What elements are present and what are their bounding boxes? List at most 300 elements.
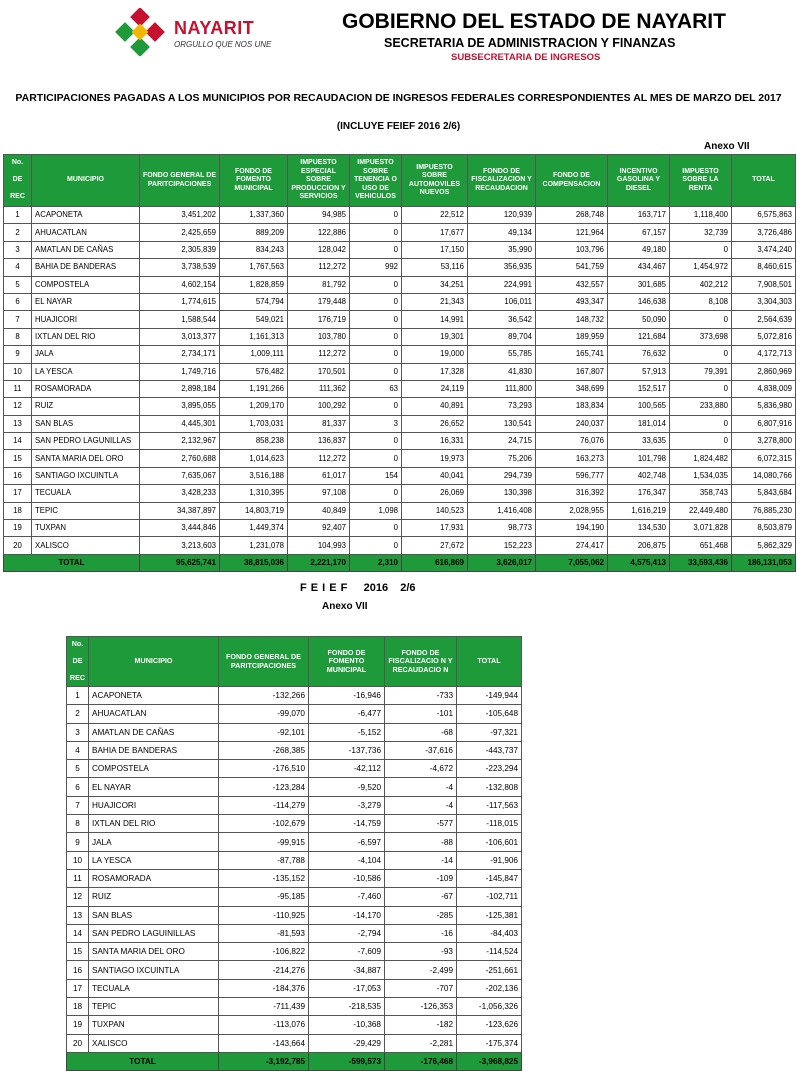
header-fiscalizacion: FONDO DE FISCALIZACION Y RECAUDACION <box>468 155 536 207</box>
amount-cell: 50,090 <box>608 311 670 328</box>
amount-cell: 22,512 <box>402 207 468 224</box>
total-amount-cell: 7,055,062 <box>536 554 608 571</box>
document-subtitle: (INCLUYE FEIEF 2016 2/6) <box>336 121 461 132</box>
amount-cell: 194,190 <box>536 520 608 537</box>
amount-cell: 0 <box>350 433 402 450</box>
amount-cell: 165,741 <box>536 346 608 363</box>
row-number: 4 <box>4 259 32 276</box>
total-amount-cell: -599,573 <box>309 1052 385 1070</box>
amount-cell: 21,343 <box>402 293 468 310</box>
municipio-cell: AMATLAN DE CAÑAS <box>32 241 140 258</box>
amount-cell: 2,425,659 <box>140 224 220 241</box>
amount-cell: 24,119 <box>402 380 468 397</box>
amount-cell: 5,072,816 <box>732 328 796 345</box>
amount-cell: -577 <box>385 815 457 833</box>
amount-cell: 0 <box>350 293 402 310</box>
amount-cell: -6,597 <box>309 833 385 851</box>
amount-cell: 19,301 <box>402 328 468 345</box>
amount-cell: 206,875 <box>608 537 670 554</box>
header-no: No. DE REC <box>4 155 32 207</box>
amount-cell: 19,973 <box>402 450 468 467</box>
amount-cell: -101 <box>385 705 457 723</box>
amount-cell: 128,042 <box>288 241 350 258</box>
municipio-cell: HUAJICORI <box>89 796 219 814</box>
total-row <box>4 554 796 571</box>
feief-header-fondo-general: FONDO GENERAL DE PARITCIPACIONES <box>219 637 309 687</box>
amount-cell: 32,739 <box>670 224 732 241</box>
amount-cell: -110,925 <box>219 906 309 924</box>
row-number: 15 <box>67 943 89 961</box>
amount-cell: 0 <box>350 207 402 224</box>
amount-cell: -95,185 <box>219 888 309 906</box>
amount-cell: 63 <box>350 380 402 397</box>
amount-cell: 104,993 <box>288 537 350 554</box>
amount-cell: 146,638 <box>608 293 670 310</box>
amount-cell: 134,530 <box>608 520 670 537</box>
amount-cell: -113,076 <box>219 1016 309 1034</box>
amount-cell: 41,830 <box>468 363 536 380</box>
total-amount-cell: 95,625,741 <box>140 554 220 571</box>
amount-cell: 17,677 <box>402 224 468 241</box>
amount-cell: -1,056,326 <box>457 998 522 1016</box>
amount-cell: 24,715 <box>468 433 536 450</box>
amount-cell: -143,664 <box>219 1034 309 1052</box>
amount-cell: 651,468 <box>670 537 732 554</box>
amount-cell: -14,759 <box>309 815 385 833</box>
table-row <box>67 924 522 942</box>
total-amount-cell: 4,575,413 <box>608 554 670 571</box>
table-row <box>4 293 796 310</box>
amount-cell: 1,416,408 <box>468 502 536 519</box>
government-title: GOBIERNO DEL ESTADO DE NAYARIT <box>342 10 726 33</box>
row-number: 11 <box>4 380 32 397</box>
subsecretariat-title: SUBSECRETARIA DE INGRESOS <box>451 52 601 63</box>
amount-cell: 14,080,766 <box>732 467 796 484</box>
municipio-cell: COMPOSTELA <box>32 276 140 293</box>
amount-cell: 154 <box>350 467 402 484</box>
amount-cell: 1,534,035 <box>670 467 732 484</box>
amount-cell: 4,172,713 <box>732 346 796 363</box>
table-row <box>4 415 796 432</box>
amount-cell: 94,985 <box>288 207 350 224</box>
amount-cell: -6,477 <box>309 705 385 723</box>
amount-cell: -4 <box>385 778 457 796</box>
municipio-cell: RUIZ <box>32 398 140 415</box>
header-municipio: MUNICIPIO <box>32 155 140 207</box>
amount-cell: -132,266 <box>219 687 309 705</box>
amount-cell: -707 <box>385 979 457 997</box>
header-gasolina: INCENTIVO GASOLINA Y DIESEL <box>608 155 670 207</box>
row-number: 10 <box>67 851 89 869</box>
amount-cell: -125,381 <box>457 906 522 924</box>
amount-cell: 0 <box>350 311 402 328</box>
row-number: 9 <box>4 346 32 363</box>
amount-cell: 3,278,800 <box>732 433 796 450</box>
amount-cell: 122,886 <box>288 224 350 241</box>
amount-cell: -97,321 <box>457 723 522 741</box>
amount-cell: 3,451,202 <box>140 207 220 224</box>
municipio-cell: IXTLAN DEL RIO <box>89 815 219 833</box>
amount-cell: -34,887 <box>309 961 385 979</box>
table-row <box>67 869 522 887</box>
amount-cell: 2,860,969 <box>732 363 796 380</box>
amount-cell: 76,632 <box>608 346 670 363</box>
amount-cell: 1,824,482 <box>670 450 732 467</box>
amount-cell: 3,013,377 <box>140 328 220 345</box>
amount-cell: 889,209 <box>220 224 288 241</box>
table-row <box>67 851 522 869</box>
row-number: 1 <box>67 687 89 705</box>
header-tenencia: IMPUESTO SOBRE TENENCIA O USO DE VEHICULOS <box>350 155 402 207</box>
amount-cell: -14 <box>385 851 457 869</box>
table-row <box>4 241 796 258</box>
amount-cell: 17,931 <box>402 520 468 537</box>
amount-cell: 1,191,266 <box>220 380 288 397</box>
amount-cell: 130,398 <box>468 485 536 502</box>
table-row <box>67 723 522 741</box>
table-row <box>4 520 796 537</box>
amount-cell: 576,482 <box>220 363 288 380</box>
logo-name: NAYARIT <box>174 18 255 38</box>
feief-header-fiscalizacion: FONDO DE FISCALIZACIO N Y RECAUDACIO N <box>385 637 457 687</box>
amount-cell: 3,304,303 <box>732 293 796 310</box>
amount-cell: 167,807 <box>536 363 608 380</box>
table-row <box>4 276 796 293</box>
amount-cell: 549,021 <box>220 311 288 328</box>
table-row <box>67 1034 522 1052</box>
row-number: 4 <box>67 741 89 759</box>
amount-cell: 574,794 <box>220 293 288 310</box>
header-isan: IMPUESTO SOBRE AUTOMOVILES NUEVOS <box>402 155 468 207</box>
amount-cell: -7,460 <box>309 888 385 906</box>
amount-cell: 89,704 <box>468 328 536 345</box>
municipio-cell: ACAPONETA <box>89 687 219 705</box>
total-amount-cell: 33,593,436 <box>670 554 732 571</box>
amount-cell: 140,523 <box>402 502 468 519</box>
amount-cell: 6,072,315 <box>732 450 796 467</box>
row-number: 3 <box>67 723 89 741</box>
table-row <box>4 363 796 380</box>
total-label: TOTAL <box>67 1052 219 1070</box>
table-row <box>67 943 522 961</box>
row-number: 14 <box>67 924 89 942</box>
amount-cell: 152,517 <box>608 380 670 397</box>
amount-cell: 97,108 <box>288 485 350 502</box>
amount-cell: 79,391 <box>670 363 732 380</box>
feief-title: F E I E F 2016 2/6 <box>300 582 416 594</box>
amount-cell: 4,445,301 <box>140 415 220 432</box>
amount-cell: 67,157 <box>608 224 670 241</box>
municipio-cell: RUIZ <box>89 888 219 906</box>
amount-cell: -16 <box>385 924 457 942</box>
amount-cell: 3,516,188 <box>220 467 288 484</box>
amount-cell: -9,520 <box>309 778 385 796</box>
amount-cell: 33,635 <box>608 433 670 450</box>
amount-cell: -91,906 <box>457 851 522 869</box>
amount-cell: 76,885,230 <box>732 502 796 519</box>
row-number: 6 <box>67 778 89 796</box>
table-row <box>67 1016 522 1034</box>
amount-cell: 183,834 <box>536 398 608 415</box>
municipio-cell: TEPIC <box>32 502 140 519</box>
amount-cell: 17,150 <box>402 241 468 258</box>
header-ieps: IMPUESTO ESPECIAL SOBRE PRODUCCION Y SERVICIOS <box>288 155 350 207</box>
amount-cell: 26,652 <box>402 415 468 432</box>
row-number: 12 <box>4 398 32 415</box>
amount-cell: 3,895,055 <box>140 398 220 415</box>
amount-cell: 17,328 <box>402 363 468 380</box>
amount-cell: 316,392 <box>536 485 608 502</box>
amount-cell: 1,616,219 <box>608 502 670 519</box>
amount-cell: 1,449,374 <box>220 520 288 537</box>
amount-cell: 120,939 <box>468 207 536 224</box>
amount-cell: 5,836,980 <box>732 398 796 415</box>
amount-cell: 1,118,400 <box>670 207 732 224</box>
table-row <box>67 833 522 851</box>
total-amount-cell: 616,869 <box>402 554 468 571</box>
municipio-cell: JALA <box>32 346 140 363</box>
row-number: 20 <box>67 1034 89 1052</box>
amount-cell: -4,672 <box>385 760 457 778</box>
amount-cell: 181,014 <box>608 415 670 432</box>
amount-cell: 121,684 <box>608 328 670 345</box>
municipio-cell: TUXPAN <box>89 1016 219 1034</box>
amount-cell: 101,798 <box>608 450 670 467</box>
amount-cell: 1,828,859 <box>220 276 288 293</box>
amount-cell: 34,387,897 <box>140 502 220 519</box>
amount-cell: 1,209,170 <box>220 398 288 415</box>
table-row <box>4 224 796 241</box>
amount-cell: -184,376 <box>219 979 309 997</box>
amount-cell: 432,557 <box>536 276 608 293</box>
amount-cell: -175,374 <box>457 1034 522 1052</box>
amount-cell: 434,467 <box>608 259 670 276</box>
amount-cell: -733 <box>385 687 457 705</box>
amount-cell: 0 <box>670 415 732 432</box>
table-row <box>67 906 522 924</box>
row-number: 18 <box>67 998 89 1016</box>
amount-cell: 7,908,501 <box>732 276 796 293</box>
table-row <box>4 537 796 554</box>
amount-cell: 0 <box>350 485 402 502</box>
amount-cell: 0 <box>670 380 732 397</box>
total-label: TOTAL <box>4 554 140 571</box>
amount-cell: 1,337,360 <box>220 207 288 224</box>
amount-cell: 100,565 <box>608 398 670 415</box>
amount-cell: 4,838,009 <box>732 380 796 397</box>
amount-cell: 2,760,688 <box>140 450 220 467</box>
table-row <box>4 259 796 276</box>
municipio-cell: SANTA MARIA DEL ORO <box>32 450 140 467</box>
header-compensacion: FONDO DE COMPENSACION <box>536 155 608 207</box>
amount-cell: -106,601 <box>457 833 522 851</box>
amount-cell: 121,964 <box>536 224 608 241</box>
amount-cell: -268,385 <box>219 741 309 759</box>
table-row <box>4 346 796 363</box>
header-fondo-general: FONDO GENERAL DE PARITCIPACIONES <box>140 155 220 207</box>
amount-cell: -117,563 <box>457 796 522 814</box>
amount-cell: 7,635,067 <box>140 467 220 484</box>
table-row <box>4 502 796 519</box>
nayarit-logo <box>112 8 272 56</box>
row-number: 17 <box>67 979 89 997</box>
row-number: 19 <box>67 1016 89 1034</box>
total-amount-cell: -176,468 <box>385 1052 457 1070</box>
table-row <box>4 467 796 484</box>
amount-cell: -2,281 <box>385 1034 457 1052</box>
amount-cell: -93 <box>385 943 457 961</box>
amount-cell: 268,748 <box>536 207 608 224</box>
row-number: 18 <box>4 502 32 519</box>
amount-cell: 148,732 <box>536 311 608 328</box>
amount-cell: 493,347 <box>536 293 608 310</box>
municipio-cell: SAN BLAS <box>89 906 219 924</box>
amount-cell: 40,849 <box>288 502 350 519</box>
amount-cell: 2,564,639 <box>732 311 796 328</box>
amount-cell: 179,448 <box>288 293 350 310</box>
amount-cell: 16,331 <box>402 433 468 450</box>
amount-cell: 35,990 <box>468 241 536 258</box>
amount-cell: 1,231,078 <box>220 537 288 554</box>
amount-cell: 111,800 <box>468 380 536 397</box>
municipio-cell: SAN BLAS <box>32 415 140 432</box>
amount-cell: 0 <box>350 450 402 467</box>
amount-cell: -202,136 <box>457 979 522 997</box>
table-row <box>67 796 522 814</box>
amount-cell: 0 <box>350 363 402 380</box>
municipio-cell: SANTA MARIA DEL ORO <box>89 943 219 961</box>
amount-cell: 0 <box>670 346 732 363</box>
row-number: 20 <box>4 537 32 554</box>
participaciones-table <box>3 154 796 572</box>
logo-tagline: ORGULLO QUE NOS UNE <box>174 40 272 49</box>
municipio-cell: JALA <box>89 833 219 851</box>
amount-cell: 8,460,615 <box>732 259 796 276</box>
amount-cell: 40,041 <box>402 467 468 484</box>
table-row <box>67 760 522 778</box>
amount-cell: 98,773 <box>468 520 536 537</box>
amount-cell: 301,685 <box>608 276 670 293</box>
municipio-cell: SANTIAGO IXCUINTLA <box>32 467 140 484</box>
amount-cell: 294,739 <box>468 467 536 484</box>
amount-cell: 189,959 <box>536 328 608 345</box>
municipio-cell: LA YESCA <box>32 363 140 380</box>
amount-cell: 53,116 <box>402 259 468 276</box>
municipio-cell: BAHIA DE BANDERAS <box>89 741 219 759</box>
row-number: 1 <box>4 207 32 224</box>
amount-cell: -5,152 <box>309 723 385 741</box>
amount-cell: 3,213,603 <box>140 537 220 554</box>
amount-cell: 73,293 <box>468 398 536 415</box>
amount-cell: -126,353 <box>385 998 457 1016</box>
amount-cell: -182 <box>385 1016 457 1034</box>
document-title: PARTICIPACIONES PAGADAS A LOS MUNICIPIOS POR RECAUDACION DE INGRESOS FEDERALES CORRESPONDIENTES AL MES DE MARZO DEL 2017 <box>15 92 782 104</box>
amount-cell: 76,076 <box>536 433 608 450</box>
feief-table <box>66 636 522 1071</box>
amount-cell: 0 <box>350 328 402 345</box>
annex-label: Anexo VII <box>704 141 750 152</box>
amount-cell: 92,407 <box>288 520 350 537</box>
amount-cell: 14,803,719 <box>220 502 288 519</box>
nayarit-emblem-icon <box>112 8 168 56</box>
amount-cell: 112,272 <box>288 259 350 276</box>
amount-cell: 81,337 <box>288 415 350 432</box>
amount-cell: 2,305,839 <box>140 241 220 258</box>
amount-cell: 1,454,972 <box>670 259 732 276</box>
row-number: 8 <box>4 328 32 345</box>
amount-cell: 36,542 <box>468 311 536 328</box>
amount-cell: 596,777 <box>536 467 608 484</box>
feief-header-total: TOTAL <box>457 637 522 687</box>
amount-cell: -87,788 <box>219 851 309 869</box>
amount-cell: 373,698 <box>670 328 732 345</box>
municipio-cell: LA YESCA <box>89 851 219 869</box>
amount-cell: -92,101 <box>219 723 309 741</box>
municipio-cell: ROSAMORADA <box>89 869 219 887</box>
amount-cell: -42,112 <box>309 760 385 778</box>
amount-cell: -114,524 <box>457 943 522 961</box>
amount-cell: -67 <box>385 888 457 906</box>
municipio-cell: TECUALA <box>89 979 219 997</box>
row-number: 11 <box>67 869 89 887</box>
municipio-cell: TUXPAN <box>32 520 140 537</box>
amount-cell: 34,251 <box>402 276 468 293</box>
amount-cell: -149,944 <box>457 687 522 705</box>
amount-cell: 26,069 <box>402 485 468 502</box>
feief-header-fondo-fomento: FONDO DE FOMENTO MUNICIPAL <box>309 637 385 687</box>
row-number: 5 <box>4 276 32 293</box>
row-number: 6 <box>4 293 32 310</box>
row-number: 17 <box>4 485 32 502</box>
municipio-cell: COMPOSTELA <box>89 760 219 778</box>
amount-cell: -132,808 <box>457 778 522 796</box>
row-number: 8 <box>67 815 89 833</box>
municipio-cell: SANTIAGO IXCUINTLA <box>89 961 219 979</box>
amount-cell: 5,843,684 <box>732 485 796 502</box>
row-number: 14 <box>4 433 32 450</box>
header-total: TOTAL <box>732 155 796 207</box>
total-amount-cell: 3,626,017 <box>468 554 536 571</box>
amount-cell: 3 <box>350 415 402 432</box>
row-number: 19 <box>4 520 32 537</box>
amount-cell: -106,822 <box>219 943 309 961</box>
amount-cell: 0 <box>350 520 402 537</box>
amount-cell: 81,792 <box>288 276 350 293</box>
amount-cell: 55,785 <box>468 346 536 363</box>
amount-cell: -214,276 <box>219 961 309 979</box>
row-number: 9 <box>67 833 89 851</box>
amount-cell: -4,104 <box>309 851 385 869</box>
amount-cell: 49,134 <box>468 224 536 241</box>
amount-cell: 6,807,916 <box>732 415 796 432</box>
table-row <box>4 380 796 397</box>
table-row <box>67 979 522 997</box>
amount-cell: 163,717 <box>608 207 670 224</box>
municipio-cell: AHUACATLAN <box>32 224 140 241</box>
municipio-cell: EL NAYAR <box>32 293 140 310</box>
amount-cell: 3,071,828 <box>670 520 732 537</box>
amount-cell: 1,014,623 <box>220 450 288 467</box>
amount-cell: 61,017 <box>288 467 350 484</box>
amount-cell: 1,161,313 <box>220 328 288 345</box>
municipio-cell: TEPIC <box>89 998 219 1016</box>
total-amount-cell: -3,968,825 <box>457 1052 522 1070</box>
row-number: 3 <box>4 241 32 258</box>
municipio-cell: HUAJICORI <box>32 311 140 328</box>
amount-cell: 1,767,563 <box>220 259 288 276</box>
amount-cell: 27,672 <box>402 537 468 554</box>
header-isr: IMPUESTO SOBRE LA RENTA <box>670 155 732 207</box>
